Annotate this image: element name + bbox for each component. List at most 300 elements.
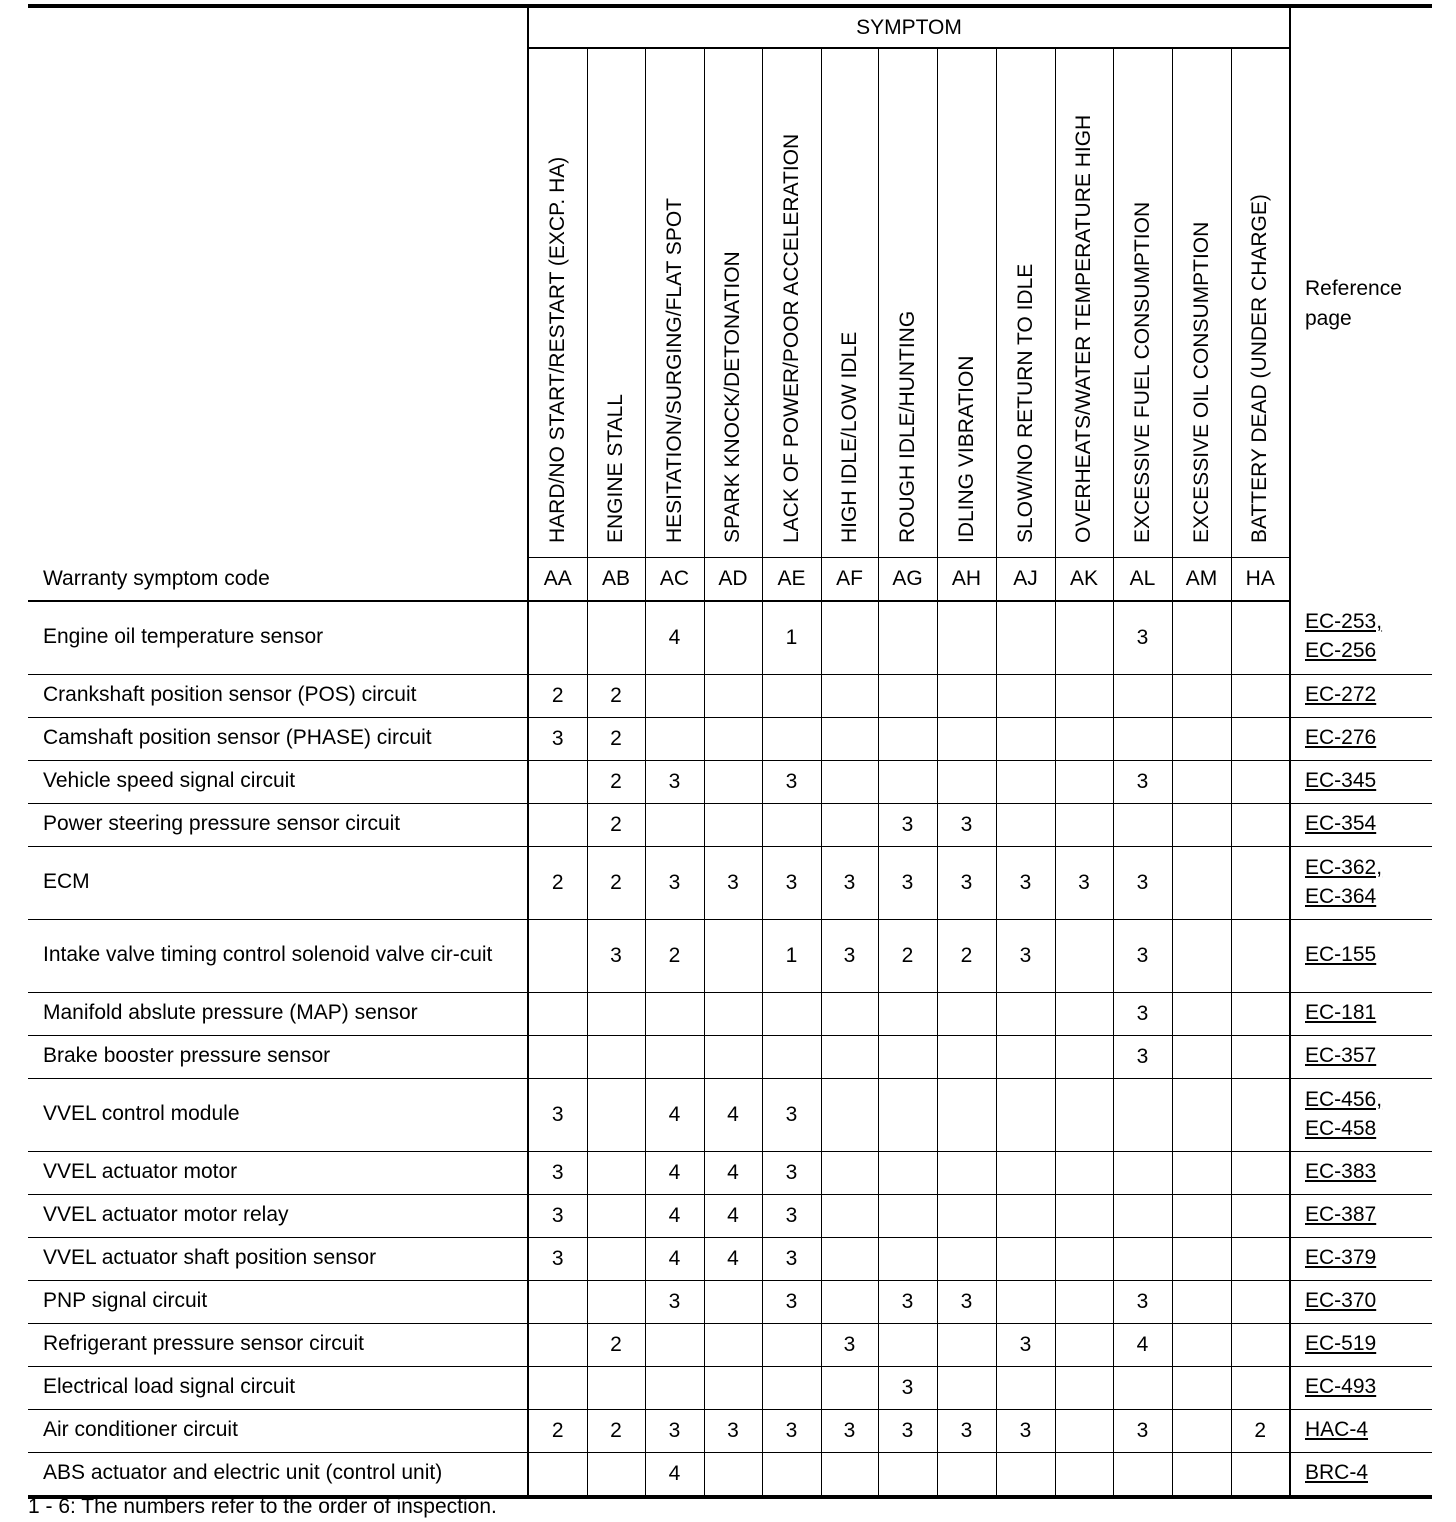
priority-cell: 3 xyxy=(821,846,878,919)
priority-cell: 3 xyxy=(762,1078,821,1151)
priority-cell xyxy=(587,1151,645,1194)
priority-cell: 4 xyxy=(645,1078,704,1151)
priority-cell: 3 xyxy=(1113,846,1172,919)
priority-cell xyxy=(937,992,996,1035)
priority-cell: 3 xyxy=(1113,919,1172,992)
priority-cell xyxy=(878,601,937,675)
priority-cell: 3 xyxy=(587,919,645,992)
table-row xyxy=(28,1323,1432,1366)
priority-cell xyxy=(1172,601,1231,675)
priority-cell: 3 xyxy=(937,1280,996,1323)
item-label: Intake valve timing control solenoid valve cir-cuit xyxy=(28,919,528,992)
priority-cell xyxy=(996,1035,1055,1078)
symptom-column-header xyxy=(821,48,878,558)
priority-cell xyxy=(996,1452,1055,1497)
priority-cell: 4 xyxy=(645,1151,704,1194)
symptom-column-header xyxy=(1172,48,1231,558)
priority-cell xyxy=(996,1078,1055,1151)
priority-cell: 4 xyxy=(704,1237,762,1280)
priority-cell: 4 xyxy=(645,1194,704,1237)
reference-link[interactable]: EC-362, xyxy=(1305,855,1383,879)
priority-cell xyxy=(1055,760,1113,803)
priority-cell: 3 xyxy=(996,1323,1055,1366)
priority-cell xyxy=(1055,1366,1113,1409)
priority-cell xyxy=(996,1237,1055,1280)
priority-cell: 3 xyxy=(1113,1035,1172,1078)
priority-cell xyxy=(704,674,762,717)
priority-cell xyxy=(645,803,704,846)
priority-cell xyxy=(528,1366,587,1409)
table-row xyxy=(28,674,1432,717)
priority-cell xyxy=(821,992,878,1035)
priority-cell: 3 xyxy=(996,1409,1055,1452)
priority-cell xyxy=(937,1366,996,1409)
item-label: VVEL actuator motor relay xyxy=(28,1194,528,1237)
priority-cell: 3 xyxy=(762,1409,821,1452)
reference-cell xyxy=(1290,1078,1432,1151)
warranty-code: AK xyxy=(1055,558,1113,601)
priority-cell: 2 xyxy=(587,803,645,846)
reference-link[interactable]: EC-493 xyxy=(1305,1375,1377,1399)
priority-cell: 3 xyxy=(1055,846,1113,919)
symptom-column-header xyxy=(878,48,937,558)
priority-cell: 4 xyxy=(704,1078,762,1151)
symptom-label: ENGINE STALL xyxy=(604,394,627,543)
priority-cell xyxy=(821,674,878,717)
warranty-code: AH xyxy=(937,558,996,601)
priority-cell xyxy=(1113,1237,1172,1280)
symptom-label: HARD/NO START/RESTART (EXCP. HA) xyxy=(545,156,569,543)
warranty-code: AG xyxy=(878,558,937,601)
reference-cell xyxy=(1290,1035,1432,1078)
priority-cell: 2 xyxy=(587,1323,645,1366)
table-row xyxy=(28,1194,1432,1237)
table-row xyxy=(28,601,1432,675)
priority-cell xyxy=(878,992,937,1035)
symptom-label: SPARK KNOCK/DETONATION xyxy=(721,251,744,543)
priority-cell xyxy=(1231,1237,1290,1280)
priority-cell: 3 xyxy=(762,1280,821,1323)
priority-cell xyxy=(996,1151,1055,1194)
priority-cell: 3 xyxy=(821,1409,878,1452)
priority-cell xyxy=(1055,717,1113,760)
priority-cell: 2 xyxy=(937,919,996,992)
priority-cell xyxy=(1055,1409,1113,1452)
reference-cell xyxy=(1290,1151,1432,1194)
priority-cell: 3 xyxy=(645,760,704,803)
priority-cell xyxy=(704,1035,762,1078)
priority-cell: 1 xyxy=(762,601,821,675)
priority-cell xyxy=(821,1452,878,1497)
priority-cell: 3 xyxy=(996,846,1055,919)
table-row xyxy=(28,760,1432,803)
priority-cell xyxy=(1055,1280,1113,1323)
reference-cell xyxy=(1290,601,1432,675)
priority-cell xyxy=(878,1035,937,1078)
priority-cell xyxy=(528,1280,587,1323)
priority-cell xyxy=(937,717,996,760)
symptom-column-header xyxy=(937,48,996,558)
diagnosis-matrix xyxy=(28,4,1432,1499)
item-label: Power steering pressure sensor circuit xyxy=(28,803,528,846)
symptom-label: SLOW/NO RETURN TO IDLE xyxy=(1013,263,1037,543)
priority-cell xyxy=(762,1452,821,1497)
priority-cell: 3 xyxy=(704,846,762,919)
priority-cell xyxy=(528,919,587,992)
priority-cell xyxy=(1231,992,1290,1035)
priority-cell xyxy=(1172,1035,1231,1078)
reference-link[interactable]: EC-272 xyxy=(1305,683,1377,707)
priority-cell: 4 xyxy=(704,1194,762,1237)
symptom-label: IDLING VIBRATION xyxy=(954,355,978,543)
priority-cell xyxy=(587,1078,645,1151)
priority-cell xyxy=(821,1151,878,1194)
reference-link[interactable]: EC-519 xyxy=(1305,1332,1377,1356)
table-row xyxy=(28,717,1432,760)
priority-cell xyxy=(1113,1078,1172,1151)
priority-cell xyxy=(1055,601,1113,675)
priority-cell xyxy=(1113,803,1172,846)
priority-cell xyxy=(821,1237,878,1280)
priority-cell xyxy=(1113,717,1172,760)
symptom-column-header xyxy=(704,48,762,558)
item-label: PNP signal circuit xyxy=(28,1280,528,1323)
priority-cell: 2 xyxy=(528,1409,587,1452)
table-row xyxy=(28,846,1432,919)
symptom-column-header xyxy=(996,48,1055,558)
header-blank xyxy=(28,48,528,558)
priority-cell: 3 xyxy=(645,846,704,919)
priority-cell: 3 xyxy=(1113,760,1172,803)
priority-cell: 2 xyxy=(587,717,645,760)
priority-cell xyxy=(645,1035,704,1078)
item-label: Refrigerant pressure sensor circuit xyxy=(28,1323,528,1366)
priority-cell xyxy=(704,992,762,1035)
header-corner xyxy=(28,6,528,48)
priority-cell xyxy=(645,674,704,717)
item-label: Electrical load signal circuit xyxy=(28,1366,528,1409)
reference-link[interactable]: EC-354 xyxy=(1305,812,1377,836)
priority-cell xyxy=(878,1194,937,1237)
item-label: VVEL actuator motor xyxy=(28,1151,528,1194)
priority-cell xyxy=(704,1280,762,1323)
priority-cell xyxy=(996,717,1055,760)
priority-cell xyxy=(645,1323,704,1366)
priority-cell: 3 xyxy=(528,1237,587,1280)
priority-cell xyxy=(1055,1452,1113,1497)
priority-cell xyxy=(1231,601,1290,675)
symptom-label: LACK OF POWER/POOR ACCELERATION xyxy=(779,133,803,543)
item-label: VVEL actuator shaft position sensor xyxy=(28,1237,528,1280)
priority-cell xyxy=(587,1035,645,1078)
priority-cell xyxy=(528,803,587,846)
priority-cell xyxy=(762,674,821,717)
priority-cell xyxy=(587,1366,645,1409)
priority-cell xyxy=(704,760,762,803)
priority-cell xyxy=(1231,717,1290,760)
priority-cell xyxy=(1055,992,1113,1035)
priority-cell xyxy=(1172,760,1231,803)
item-label: ECM xyxy=(28,846,528,919)
priority-cell: 2 xyxy=(587,1409,645,1452)
priority-cell xyxy=(937,601,996,675)
priority-cell xyxy=(996,601,1055,675)
priority-cell: 3 xyxy=(528,1078,587,1151)
table-row xyxy=(28,803,1432,846)
priority-cell: 2 xyxy=(645,919,704,992)
priority-cell: 4 xyxy=(1113,1323,1172,1366)
priority-cell: 2 xyxy=(528,846,587,919)
priority-cell xyxy=(1231,1151,1290,1194)
table-row xyxy=(28,1078,1432,1151)
priority-cell: 4 xyxy=(645,1237,704,1280)
priority-cell: 3 xyxy=(645,1280,704,1323)
priority-cell xyxy=(878,1237,937,1280)
reference-link[interactable]: EC-253, xyxy=(1305,610,1383,634)
priority-cell xyxy=(996,674,1055,717)
priority-cell xyxy=(528,992,587,1035)
priority-cell xyxy=(528,760,587,803)
priority-cell xyxy=(821,1366,878,1409)
priority-cell xyxy=(821,1194,878,1237)
table-row xyxy=(28,1237,1432,1280)
priority-cell: 3 xyxy=(1113,601,1172,675)
symptom-label: HESITATION/SURGING/FLAT SPOT xyxy=(662,198,686,543)
priority-cell xyxy=(528,1323,587,1366)
priority-cell xyxy=(1172,919,1231,992)
priority-cell xyxy=(996,803,1055,846)
priority-cell xyxy=(1113,674,1172,717)
priority-cell xyxy=(587,1194,645,1237)
priority-cell: 3 xyxy=(878,1409,937,1452)
priority-cell xyxy=(878,1323,937,1366)
item-label: Crankshaft position sensor (POS) circuit xyxy=(28,674,528,717)
priority-cell xyxy=(821,1280,878,1323)
item-label: ABS actuator and electric unit (control unit) xyxy=(28,1452,528,1497)
reference-link[interactable]: EC-456, xyxy=(1305,1087,1383,1111)
priority-cell xyxy=(1113,1452,1172,1497)
priority-cell: 1 xyxy=(762,919,821,992)
reference-link[interactable]: EC-155 xyxy=(1305,943,1377,967)
priority-cell xyxy=(1231,846,1290,919)
priority-cell: 3 xyxy=(528,1151,587,1194)
priority-cell xyxy=(996,1194,1055,1237)
reference-link[interactable]: EC-345 xyxy=(1305,769,1377,793)
priority-cell: 2 xyxy=(878,919,937,992)
priority-cell xyxy=(821,1078,878,1151)
priority-cell xyxy=(1113,1366,1172,1409)
reference-link[interactable]: EC-256 xyxy=(1305,639,1377,662)
priority-cell: 2 xyxy=(587,846,645,919)
priority-cell xyxy=(878,1151,937,1194)
priority-cell xyxy=(762,1323,821,1366)
priority-cell: 3 xyxy=(1113,1409,1172,1452)
priority-cell xyxy=(645,1366,704,1409)
item-label: VVEL control module xyxy=(28,1078,528,1151)
priority-cell xyxy=(937,760,996,803)
table-row xyxy=(28,919,1432,992)
priority-cell xyxy=(878,1452,937,1497)
priority-cell xyxy=(587,1237,645,1280)
priority-cell: 3 xyxy=(878,1366,937,1409)
reference-link[interactable]: EC-379 xyxy=(1305,1246,1377,1270)
reference-cell xyxy=(1290,674,1432,717)
reference-link[interactable]: EC-383 xyxy=(1305,1160,1377,1184)
symptom-label: EXCESSIVE FUEL CONSUMPTION xyxy=(1130,201,1154,543)
priority-cell xyxy=(1055,1194,1113,1237)
reference-cell xyxy=(1290,846,1432,919)
priority-cell xyxy=(704,803,762,846)
priority-cell xyxy=(1172,803,1231,846)
item-label: Manifold abslute pressure (MAP) sensor xyxy=(28,992,528,1035)
priority-cell: 4 xyxy=(704,1151,762,1194)
priority-cell xyxy=(704,601,762,675)
priority-cell: 3 xyxy=(821,919,878,992)
priority-cell xyxy=(704,1366,762,1409)
priority-cell xyxy=(878,760,937,803)
reference-cell xyxy=(1290,919,1432,992)
priority-cell xyxy=(937,1078,996,1151)
priority-cell xyxy=(878,1078,937,1151)
item-label: Air conditioner circuit xyxy=(28,1409,528,1452)
priority-cell xyxy=(1231,1194,1290,1237)
priority-cell: 3 xyxy=(878,803,937,846)
priority-cell xyxy=(1172,1280,1231,1323)
warranty-code: AF xyxy=(821,558,878,601)
priority-cell: 4 xyxy=(645,601,704,675)
priority-cell: 3 xyxy=(704,1409,762,1452)
priority-cell xyxy=(1113,1151,1172,1194)
table-row xyxy=(28,1409,1432,1452)
priority-cell xyxy=(762,992,821,1035)
priority-cell xyxy=(1231,919,1290,992)
item-label: Vehicle speed signal circuit xyxy=(28,760,528,803)
reference-cell xyxy=(1290,1366,1432,1409)
priority-cell xyxy=(1231,803,1290,846)
reference-cell xyxy=(1290,803,1432,846)
priority-cell xyxy=(1172,1323,1231,1366)
reference-cell xyxy=(1290,992,1432,1035)
symptom-table xyxy=(28,4,1432,1499)
priority-cell xyxy=(762,803,821,846)
priority-cell xyxy=(1231,1078,1290,1151)
priority-cell: 3 xyxy=(1113,992,1172,1035)
priority-cell xyxy=(996,760,1055,803)
priority-cell xyxy=(587,1452,645,1497)
item-label: Engine oil temperature sensor xyxy=(28,601,528,675)
reference-link[interactable]: EC-357 xyxy=(1305,1044,1377,1068)
priority-cell: 3 xyxy=(762,1237,821,1280)
warranty-code: AE xyxy=(762,558,821,601)
reference-cell xyxy=(1290,1280,1432,1323)
priority-cell xyxy=(587,601,645,675)
symptom-title: SYMPTOM xyxy=(528,6,1290,48)
priority-cell: 3 xyxy=(878,846,937,919)
item-label: Camshaft position sensor (PHASE) circuit xyxy=(28,717,528,760)
reference-link[interactable]: EC-276 xyxy=(1305,726,1377,750)
priority-cell: 3 xyxy=(937,803,996,846)
priority-cell xyxy=(528,1452,587,1497)
priority-cell: 3 xyxy=(762,760,821,803)
footnote: 1 - 6: The numbers refer to the order of inspection. xyxy=(28,1495,497,1518)
priority-cell xyxy=(937,1194,996,1237)
priority-cell xyxy=(1172,846,1231,919)
warranty-code: AJ xyxy=(996,558,1055,601)
priority-cell xyxy=(645,992,704,1035)
item-label: Brake booster pressure sensor xyxy=(28,1035,528,1078)
reference-cell xyxy=(1290,1323,1432,1366)
priority-cell xyxy=(1055,1323,1113,1366)
symptom-column-header xyxy=(1113,48,1172,558)
priority-cell xyxy=(704,919,762,992)
priority-cell xyxy=(1231,674,1290,717)
reference-cell xyxy=(1290,1194,1432,1237)
priority-cell: 3 xyxy=(878,1280,937,1323)
priority-cell xyxy=(1231,1323,1290,1366)
symptom-column-header xyxy=(587,48,645,558)
priority-cell xyxy=(1055,674,1113,717)
priority-cell xyxy=(762,1366,821,1409)
reference-link[interactable]: EC-370 xyxy=(1305,1289,1377,1313)
warranty-code-label: Warranty symptom code xyxy=(28,558,528,601)
priority-cell xyxy=(1231,1035,1290,1078)
priority-cell xyxy=(821,803,878,846)
priority-cell xyxy=(1231,760,1290,803)
priority-cell xyxy=(1055,803,1113,846)
priority-cell xyxy=(1055,1035,1113,1078)
priority-cell: 2 xyxy=(587,674,645,717)
priority-cell xyxy=(937,1035,996,1078)
priority-cell xyxy=(878,717,937,760)
priority-cell xyxy=(937,674,996,717)
table-row xyxy=(28,1366,1432,1409)
priority-cell xyxy=(1113,1194,1172,1237)
priority-cell xyxy=(1172,1151,1231,1194)
reference-link[interactable]: BRC-4 xyxy=(1305,1461,1369,1485)
warranty-code: AD xyxy=(704,558,762,601)
priority-cell xyxy=(1231,1280,1290,1323)
warranty-code: AC xyxy=(645,558,704,601)
priority-cell xyxy=(704,1323,762,1366)
warranty-code: HA xyxy=(1231,558,1290,601)
symptom-label: BATTERY DEAD (UNDER CHARGE) xyxy=(1248,194,1272,543)
priority-cell: 4 xyxy=(645,1452,704,1497)
reference-link[interactable]: HAC-4 xyxy=(1305,1418,1369,1442)
symptom-label: EXCESSIVE OIL CONSUMPTION xyxy=(1189,221,1213,543)
priority-cell: 3 xyxy=(937,1409,996,1452)
priority-cell xyxy=(1231,1366,1290,1409)
reference-link[interactable]: EC-458 xyxy=(1305,1116,1377,1140)
priority-cell xyxy=(821,1035,878,1078)
priority-cell: 3 xyxy=(762,1151,821,1194)
priority-cell xyxy=(1172,1078,1231,1151)
reference-cell xyxy=(1290,717,1432,760)
priority-cell xyxy=(821,717,878,760)
reference-link[interactable]: EC-364 xyxy=(1305,884,1377,908)
priority-cell xyxy=(1172,1237,1231,1280)
priority-cell xyxy=(762,1035,821,1078)
priority-cell: 2 xyxy=(587,760,645,803)
priority-cell xyxy=(1172,1194,1231,1237)
reference-link[interactable]: EC-387 xyxy=(1305,1203,1377,1227)
symptom-column-header xyxy=(528,48,587,558)
priority-cell xyxy=(1055,919,1113,992)
priority-cell xyxy=(937,1323,996,1366)
reference-link[interactable]: EC-181 xyxy=(1305,1001,1377,1025)
priority-cell: 3 xyxy=(821,1323,878,1366)
priority-cell: 3 xyxy=(645,1409,704,1452)
symptom-label: ROUGH IDLE/HUNTING xyxy=(895,310,919,543)
